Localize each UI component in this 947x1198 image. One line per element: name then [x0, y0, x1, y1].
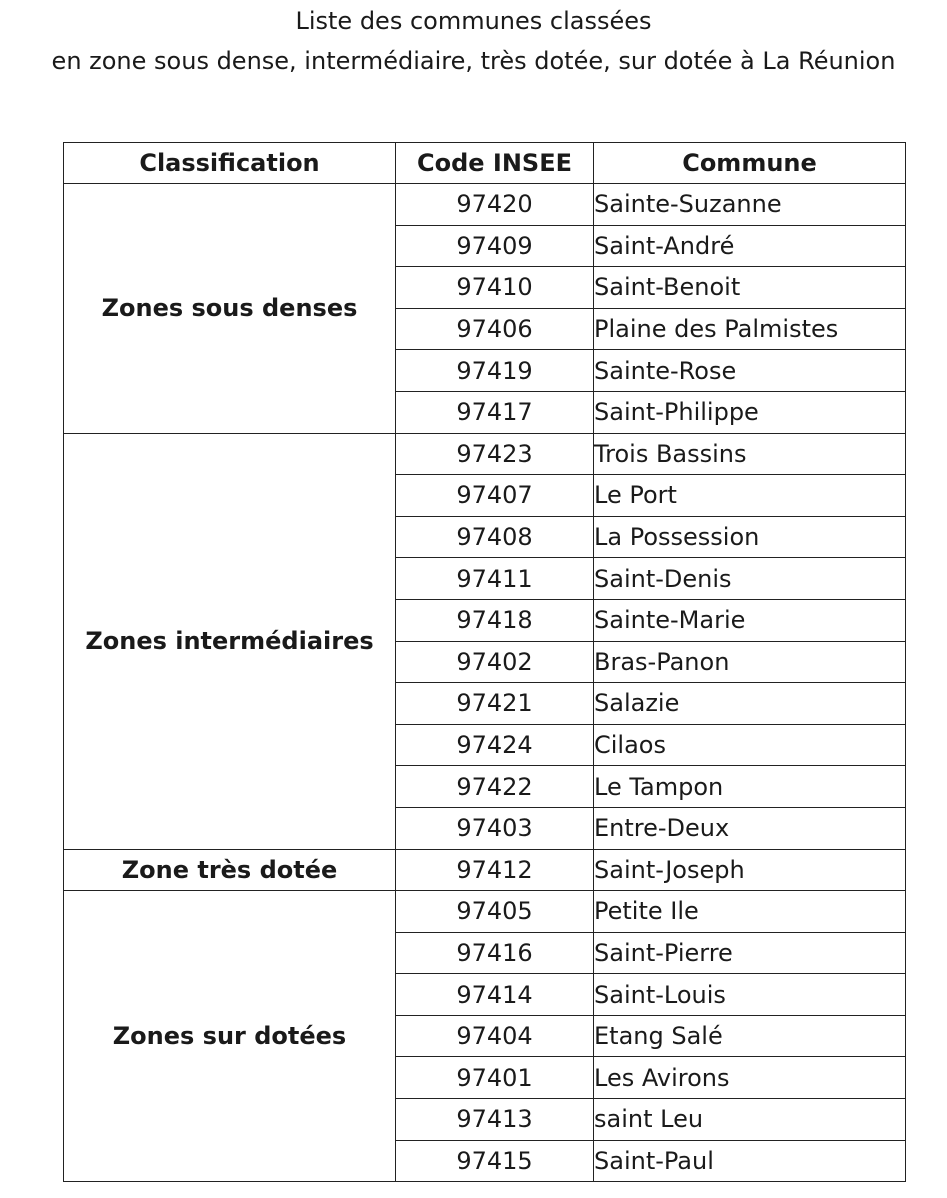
code-insee-cell: 97413: [396, 1099, 594, 1141]
code-insee-cell: 97420: [396, 184, 594, 226]
code-insee-cell: 97403: [396, 807, 594, 849]
code-insee-cell: 97411: [396, 558, 594, 600]
commune-cell: Saint-Benoit: [594, 267, 906, 309]
code-insee-cell: 97410: [396, 267, 594, 309]
table-row: [64, 184, 906, 226]
code-insee-cell: 97405: [396, 891, 594, 933]
commune-cell: Le Port: [594, 475, 906, 517]
commune-cell: Sainte-Suzanne: [594, 184, 906, 226]
code-insee-cell: 97404: [396, 1015, 594, 1057]
code-insee-cell: 97416: [396, 932, 594, 974]
header-commune: Commune: [594, 143, 906, 184]
table-row: [64, 433, 906, 475]
code-insee-cell: 97419: [396, 350, 594, 392]
classification-cell: Zones sur dotées: [64, 891, 396, 1182]
table-body: [64, 184, 906, 1182]
commune-cell: Sainte-Marie: [594, 599, 906, 641]
commune-cell: Bras-Panon: [594, 641, 906, 683]
code-insee-cell: 97402: [396, 641, 594, 683]
table-header-row: [64, 143, 906, 184]
code-insee-cell: 97418: [396, 599, 594, 641]
code-insee-cell: 97415: [396, 1140, 594, 1182]
code-insee-cell: 97407: [396, 475, 594, 517]
classification-cell: Zones intermédiaires: [64, 433, 396, 849]
commune-cell: Saint-Denis: [594, 558, 906, 600]
commune-cell: Le Tampon: [594, 766, 906, 808]
header-classification: Classification: [64, 143, 396, 184]
commune-cell: Petite Ile: [594, 891, 906, 933]
code-insee-cell: 97414: [396, 974, 594, 1016]
commune-cell: La Possession: [594, 516, 906, 558]
communes-table: [63, 142, 906, 1182]
code-insee-cell: 97421: [396, 683, 594, 725]
classification-cell: Zones sous denses: [64, 184, 396, 434]
code-insee-cell: 97409: [396, 225, 594, 267]
header-code-insee: Code INSEE: [396, 143, 594, 184]
commune-cell: Entre-Deux: [594, 807, 906, 849]
document-title-line-2: en zone sous dense, intermédiaire, très dotée, sur dotée à La Réunion: [51, 47, 896, 75]
commune-cell: Les Avirons: [594, 1057, 906, 1099]
commune-cell: Saint-Pierre: [594, 932, 906, 974]
code-insee-cell: 97417: [396, 391, 594, 433]
commune-cell: Saint-Joseph: [594, 849, 906, 891]
table-row: [64, 849, 906, 891]
table-row: [64, 891, 906, 933]
commune-cell: Plaine des Palmistes: [594, 308, 906, 350]
commune-cell: saint Leu: [594, 1099, 906, 1141]
code-insee-cell: 97424: [396, 724, 594, 766]
commune-cell: Trois Bassins: [594, 433, 906, 475]
commune-cell: Sainte-Rose: [594, 350, 906, 392]
code-insee-cell: 97422: [396, 766, 594, 808]
commune-cell: Cilaos: [594, 724, 906, 766]
commune-cell: Salazie: [594, 683, 906, 725]
commune-cell: Saint-Paul: [594, 1140, 906, 1182]
code-insee-cell: 97423: [396, 433, 594, 475]
code-insee-cell: 97408: [396, 516, 594, 558]
commune-cell: Saint-Louis: [594, 974, 906, 1016]
commune-cell: Saint-Philippe: [594, 391, 906, 433]
commune-cell: Saint-André: [594, 225, 906, 267]
document-title-line-1: Liste des communes classées: [295, 7, 652, 35]
code-insee-cell: 97401: [396, 1057, 594, 1099]
code-insee-cell: 97406: [396, 308, 594, 350]
commune-cell: Etang Salé: [594, 1015, 906, 1057]
classification-cell: Zone très dotée: [64, 849, 396, 891]
code-insee-cell: 97412: [396, 849, 594, 891]
